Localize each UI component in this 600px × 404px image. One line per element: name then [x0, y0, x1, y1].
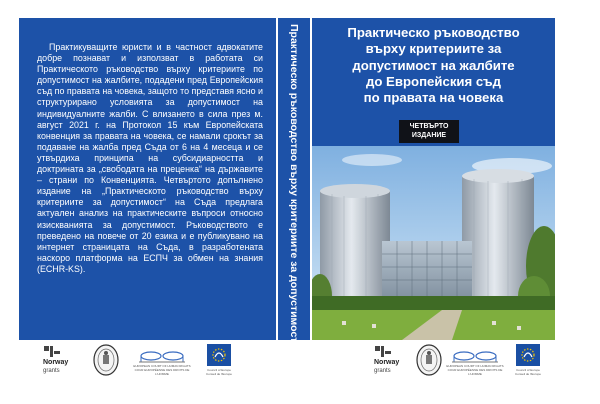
echr-name-fr: COUR EUROPÉENNE DES DROITS DE L'HOMME: [447, 368, 503, 376]
echr-name-fr: COUR EUROPÉENNE DES DROITS DE L'HOMME: [134, 368, 190, 376]
seal-icon: [93, 344, 119, 376]
norway-grants-line1: Norway: [374, 359, 400, 366]
coe-name-fr: Conseil de l'Europe: [515, 372, 541, 376]
echr-logo-text: [131, 364, 193, 376]
back-cover-paragraph: Практикуващите юристи и в частност адвокатите добре познават и използват в работата си Практическото ръководство върху критериите по допустимост на жалбите, подадени пред Европейския съд по правата на човека, защото то представя ясно и структурирано условията за допустимост на индивидуалните жалби. С влизането в сила през м. август 2021 г. на Протокол 15 към Европейската конвенция за правата на човека, се намали срокът за подаване на жалба пред Съда от 6 на 4 месеца и се утвърдиха принципа на субсидиарността и доктрината за „свободата на преценка“ на държавите – страни по Конвенцията. Четвъртото допълнено издание на „Практическото ръководство върху критериите за допустимост“ на Съда предлага актуален анализ на практическите въпроси относно изискванията за допустимост. Ръководството е преведено на повече от 20 езика и е публикувано на интернет страницата на Съда, в разработената наскоро платформа на ЕСПЧ за обмен на знания (ECHR-KS).: [37, 42, 263, 274]
back-logos: [19, 342, 276, 382]
council-of-europe-logo: [510, 344, 546, 378]
back-cover: [19, 18, 276, 340]
norway-grants-line1: Norway: [43, 359, 69, 366]
norway-grants-logo: [372, 342, 408, 382]
court-building-photo: [312, 146, 555, 340]
echr-logo-text: [444, 364, 506, 376]
echr-logo: [444, 344, 506, 380]
norway-grants-logo: [41, 342, 77, 382]
bar-association-seal: [93, 344, 119, 376]
edition-badge: [399, 120, 459, 143]
echr-building-icon: [131, 344, 193, 364]
coe-logo-text: [510, 368, 546, 376]
council-of-europe-logo: [201, 344, 237, 378]
coe-logo-text: [201, 368, 237, 376]
echr-name-en: EUROPEAN COURT OF HUMAN RIGHTS: [446, 364, 504, 368]
echr-logo: [131, 344, 193, 380]
back-cover-text: [37, 42, 263, 275]
title-line: до Европейския съд: [365, 73, 502, 89]
front-cover: [312, 18, 555, 340]
book-spine: [278, 18, 310, 404]
coe-name-en: Council of Europe: [516, 368, 540, 372]
coe-name-fr: Conseil de l'Europe: [206, 372, 232, 376]
coe-flag-icon: [510, 344, 546, 366]
title-line: върху критериите за: [365, 41, 502, 57]
edition-line: ИЗДАНИЕ: [411, 132, 447, 139]
front-cover-title: [312, 25, 555, 106]
norway-grants-line2: grants: [43, 368, 60, 374]
coe-flag-icon: [201, 344, 237, 366]
coe-name-en: Council of Europe: [207, 368, 231, 372]
norway-grants-line2: grants: [374, 368, 391, 374]
echr-building-icon: [444, 344, 506, 364]
front-logos: [312, 342, 555, 382]
title-line: Практическо ръководство: [347, 25, 520, 40]
bar-association-seal: [416, 344, 442, 376]
seal-icon: [416, 344, 442, 376]
title-line: по правата на човека: [363, 90, 504, 106]
norway-grants-mark-icon: [375, 346, 391, 357]
spine-title: Практическо ръководство върху критериите за допустимост на жалбите: [288, 24, 300, 404]
title-line: допустимост на жалбите: [352, 57, 515, 73]
edition-line: ЧЕТВЪРТО: [409, 123, 449, 130]
echr-name-en: EUROPEAN COURT OF HUMAN RIGHTS: [133, 364, 191, 368]
norway-grants-mark-icon: [44, 346, 60, 357]
